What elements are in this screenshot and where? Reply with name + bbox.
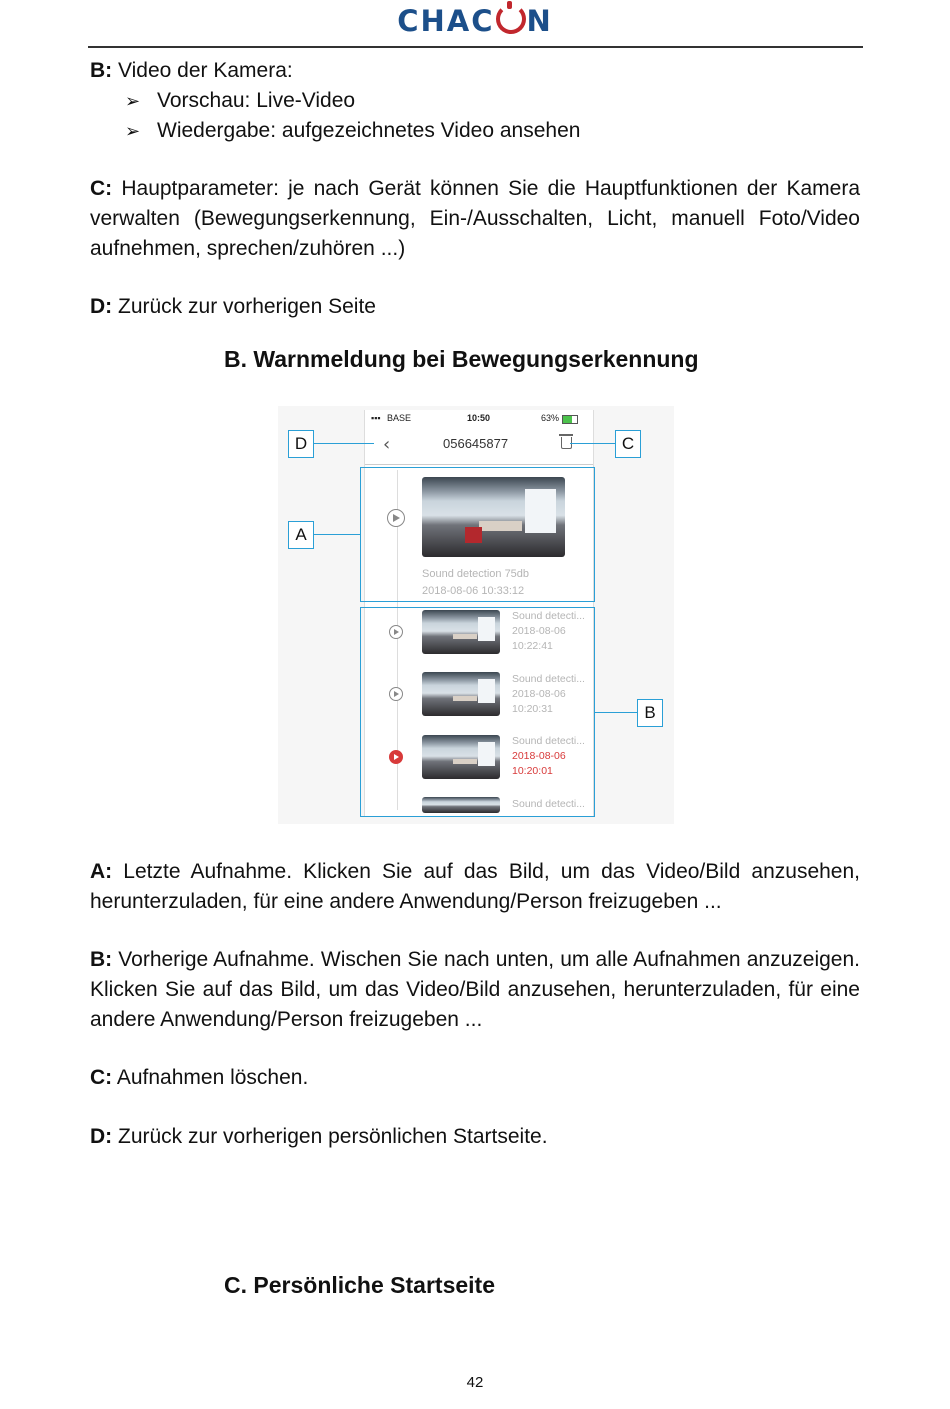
para-a-latest-recording: A: Letzte Aufnahme. Klicken Sie auf das Bild, um das Video/Bild anzusehen, herunterzuladen, für eine andere Anwendung/Person freizugeben ... bbox=[90, 860, 860, 913]
recording-type: Sound detecti... bbox=[512, 610, 585, 622]
arrow-bullet-icon: ➢ bbox=[125, 121, 141, 142]
callout-label-b: B bbox=[637, 699, 663, 727]
bullet-item: ➢ Vorschau: Live-Video bbox=[125, 86, 355, 117]
recording-type: Sound detecti... bbox=[512, 735, 585, 747]
recording-time-active: 10:20:01 bbox=[512, 765, 553, 777]
heading-motion-alert: B. Warnmeldung bei Bewegungserkennung bbox=[224, 346, 699, 372]
recording-date: 2018-08-06 bbox=[512, 688, 566, 700]
page-number: 42 bbox=[466, 1374, 484, 1391]
logo-mark-icon bbox=[496, 4, 526, 34]
callout-label-d: D bbox=[288, 430, 314, 458]
para-b-previous-recording: B: Vorherige Aufnahme. Wischen Sie nach unten, um alle Aufnahmen anzuzeigen. Klicken Sie auf das Bild, um das Video/Bild anzusehen, herunterzuladen, für eine andere Anwendung/Person freizugeben ... bbox=[90, 948, 860, 1031]
status-time: 10:50 bbox=[467, 413, 491, 423]
callout-line-c bbox=[570, 443, 615, 444]
status-bar bbox=[365, 412, 593, 426]
battery-percent: 63% bbox=[541, 413, 560, 423]
latest-recording-time: 2018-08-06 10:33:12 bbox=[422, 585, 525, 597]
recording-date-active: 2018-08-06 bbox=[512, 750, 566, 762]
callout-line-b bbox=[594, 712, 637, 713]
back-chevron-icon[interactable]: ‹ bbox=[383, 434, 391, 455]
recording-time: 10:22:41 bbox=[512, 640, 553, 652]
callout-box-b bbox=[360, 607, 595, 817]
chacon-logo: CHAC N bbox=[397, 4, 553, 38]
signal-icon: ▪▪▪ bbox=[371, 413, 381, 423]
para-c-delete: C: Aufnahmen löschen. bbox=[90, 1066, 309, 1089]
bullet-item: ➢ Wiedergabe: aufgezeichnetes Video ansehen bbox=[125, 116, 580, 147]
device-title: 056645877 bbox=[443, 436, 509, 451]
recording-date: 2018-08-06 bbox=[512, 625, 566, 637]
para-d-back-home: D: Zurück zur vorherigen persönlichen Startseite. bbox=[90, 1125, 548, 1148]
callout-line-a bbox=[314, 534, 360, 535]
arrow-bullet-icon: ➢ bbox=[125, 91, 141, 112]
callout-label-a: A bbox=[288, 521, 314, 549]
para-b-video: B: Video der Kamera: bbox=[90, 59, 293, 82]
nav-bar bbox=[365, 426, 593, 465]
recording-type: Sound detecti... bbox=[512, 673, 585, 685]
para-d-back: D: Zurück zur vorherigen Seite bbox=[90, 295, 376, 318]
callout-label-c: C bbox=[615, 430, 641, 458]
recording-time: 10:20:31 bbox=[512, 703, 553, 715]
carrier-label: BASE bbox=[387, 413, 412, 423]
para-c-main-parameters: C: Hauptparameter: je nach Gerät können Sie die Hauptfunktionen der Kamera verwalten (Bewegungserkennung, Ein-/Ausschalten, Licht, manuell Foto/Video aufnehmen, sprechen/zuhören ...) bbox=[90, 177, 860, 260]
header-rule bbox=[88, 46, 863, 48]
callout-box-a bbox=[360, 467, 595, 602]
battery-icon bbox=[562, 415, 578, 424]
recording-type: Sound detecti... bbox=[512, 798, 585, 810]
heading-personal-home: C. Persönliche Startseite bbox=[224, 1272, 495, 1298]
callout-line-d bbox=[314, 443, 374, 444]
latest-recording-type: Sound detection 75db bbox=[422, 568, 530, 580]
